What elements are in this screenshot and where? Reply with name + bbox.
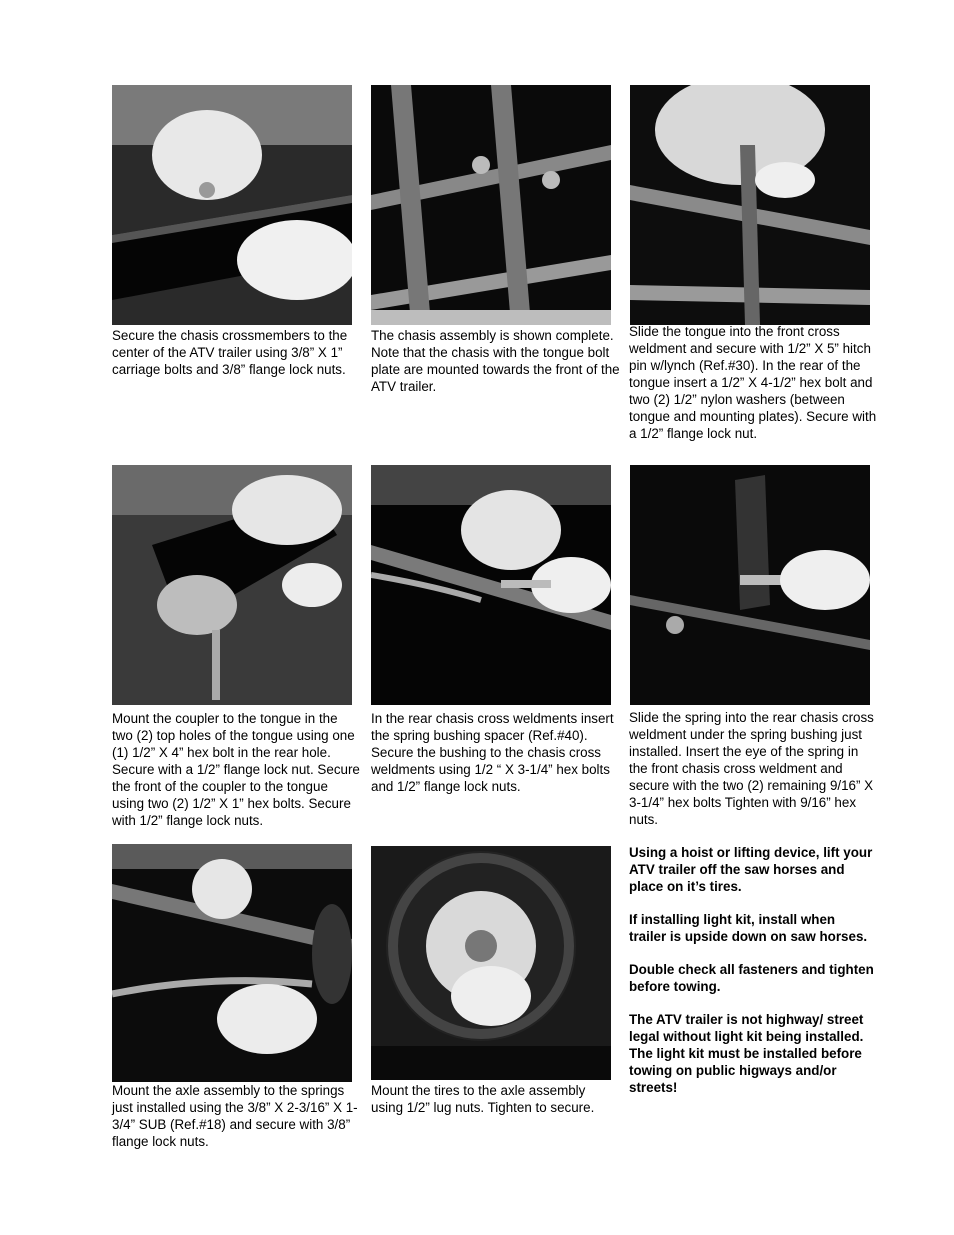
photo-spring-bushing [371,465,611,705]
photo-axle-mount [112,844,352,1082]
step-5-caption: In the rear chasis cross weldments insert the spring bushing spacer (Ref.#40). Secure the bushing to the chasis cross weldments using 1/2 “ X 3-1/4” hex bolts and 1/2” flange lock nuts. [371,711,614,794]
step-2-caption: The chasis assembly is shown complete. Note that the chasis with the tongue bolt plate are mounted towards the front of the ATV trailer. [371,328,620,394]
step-7-caption: Mount the axle assembly to the springs just installed using the 3/8” X 2-3/16” X 1-3/4” SUB (Ref.#18) and secure with 3/8” flange lock nuts. [112,1083,358,1149]
note-light-kit: If installing light kit, install when trailer is upside down on saw horses. [629,912,868,944]
note-hoist: Using a hoist or lifting device, lift your ATV trailer off the saw horses and place on it’s tires. [629,845,873,894]
photo-chassis-complete [371,85,611,325]
step-4-caption: Mount the coupler to the tongue in the two (2) top holes of the tongue using one (1) 1/2” X 4” hex bolt in the rear hole. Secure with a 1/2” flange lock nut. Secure the front of the coupler to the tongue using two (2) 1/2” X 1” hex bolts. Secure with 1/2” flange lock nuts. [112,711,360,828]
photo-tire-mount [371,846,611,1080]
final-notes [629,844,874,1112]
step-3-caption: Slide the tongue into the front cross weldment and secure with 1/2” X 5” hitch pin w/lynch (Ref.#30). In the rear of the tongue insert a 1/2” X 4-1/2” hex bolt and two (2) 1/2” nylon washers (between tongue and mounting plates). Secure with a 1/2” flange lock nut. [629,324,877,441]
photo-tongue-install [630,85,870,325]
photo-coupler-mount [112,465,352,705]
note-highway-legal: The ATV trailer is not highway/ street legal without light kit being installed. The light kit must be installed before towing on public higways and/or streets! [629,1012,864,1095]
step-1-caption: Secure the chasis crossmembers to the center of the ATV trailer using 3/8” X 1” carriage bolts and 3/8” flange lock nuts. [112,328,348,377]
photo-spring-install [630,465,870,705]
step-8-caption: Mount the tires to the axle assembly using 1/2” lug nuts. Tighten to secure. [371,1083,595,1115]
step-6-caption: Slide the spring into the rear chasis cross weldment under the spring bushing just installed. Insert the eye of the spring in the front chasis cross weldment and secure with the two (2) remaining 9/16” X 3-1/4” hex bolts Tighten with 9/16” hex nuts. [629,710,874,827]
note-fasteners: Double check all fasteners and tighten before towing. [629,962,874,994]
photo-crossmember-install [112,85,352,325]
